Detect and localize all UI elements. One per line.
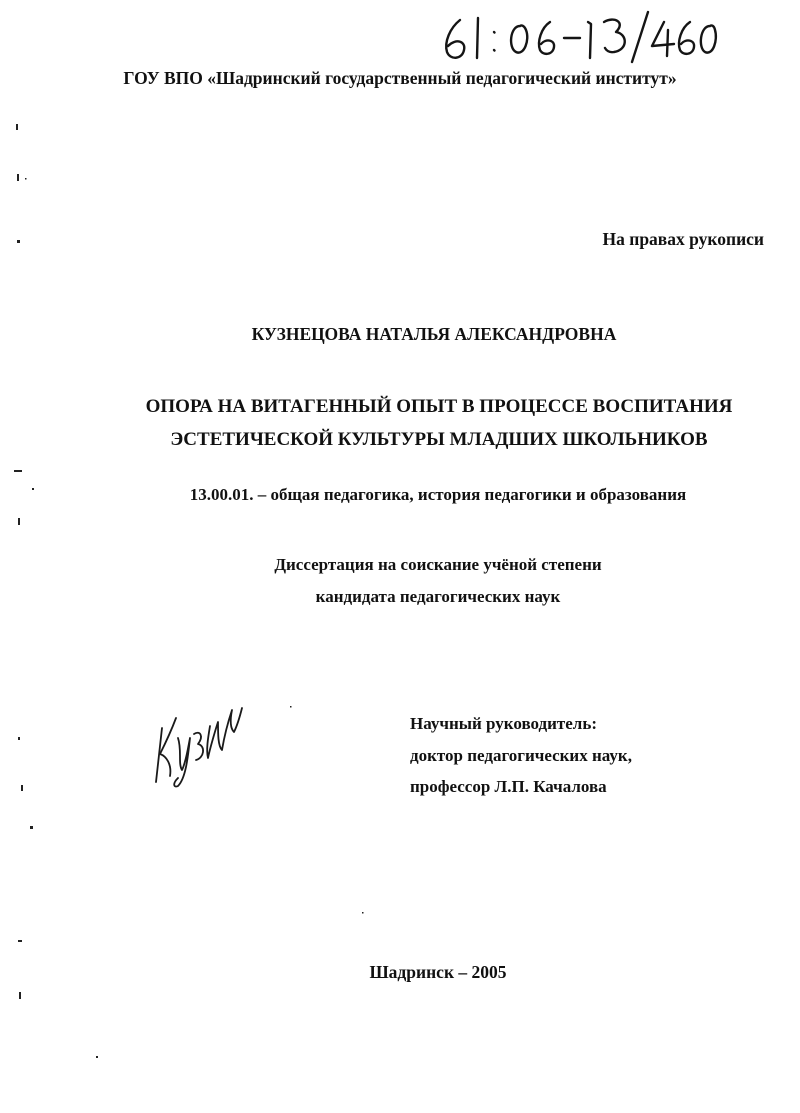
manuscript-note: На правах рукописи bbox=[602, 229, 764, 249]
supervisor-line: доктор педагогических наук, bbox=[410, 745, 632, 765]
author-name: КУЗНЕЦОВА НАТАЛЬЯ АЛЕКСАНДРОВНА bbox=[251, 324, 617, 344]
title-line: ОПОРА НА ВИТАГЕННЫЙ ОПЫТ В ПРОЦЕССЕ ВОСПИТАНИЯ bbox=[145, 396, 733, 417]
title-line: ЭСТЕТИЧЕСКОЙ КУЛЬТУРЫ МЛАДШИХ ШКОЛЬНИКОВ bbox=[170, 429, 708, 450]
degree-line: кандидата педагогических наук bbox=[315, 587, 561, 606]
degree-line: Диссертация на соискание учёной степени bbox=[274, 555, 602, 574]
supervisor-line: Научный руководитель: bbox=[410, 714, 597, 733]
supervisor-line: профессор Л.П. Качалова bbox=[410, 777, 607, 796]
city-year: Шадринск – 2005 bbox=[369, 962, 507, 982]
specialty-code: 13.00.01. – общая педагогика, история педагогики и образования bbox=[189, 485, 687, 504]
institution-name: ГОУ ВПО «Шадринский государственный педагогический институт» bbox=[123, 68, 677, 88]
